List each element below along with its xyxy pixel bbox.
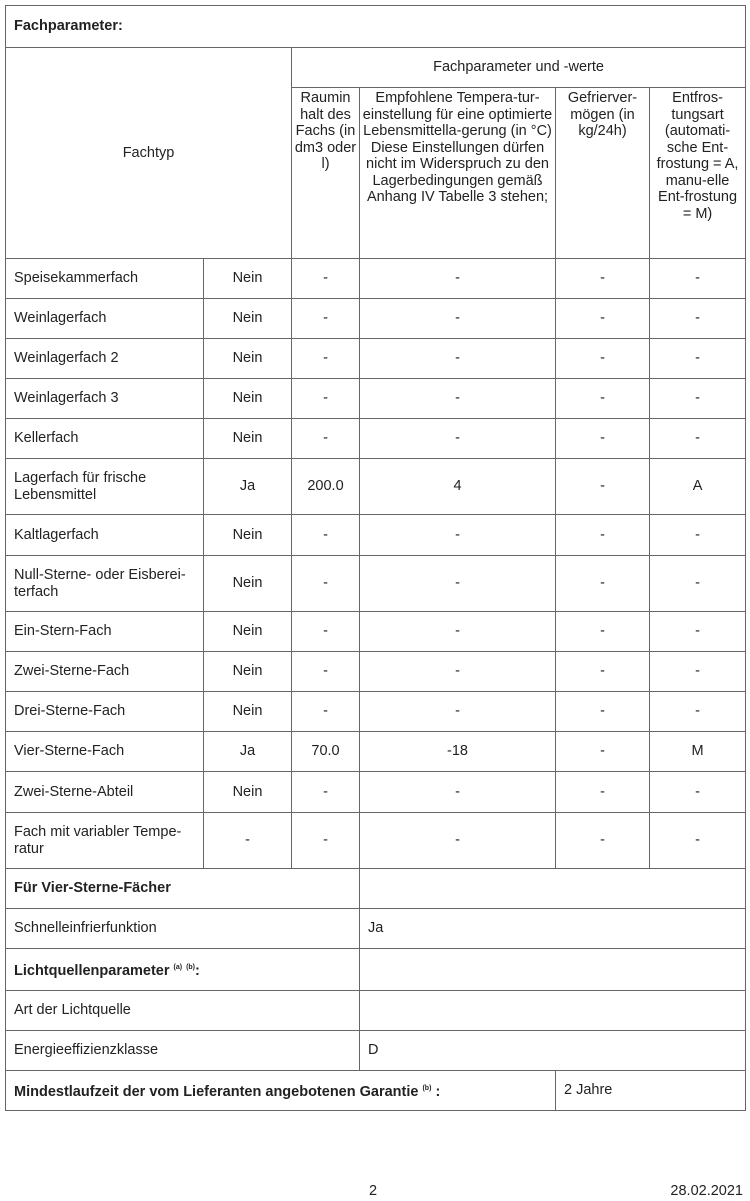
compartment-defrost-type: -	[650, 692, 746, 732]
compartment-volume: -	[292, 813, 360, 869]
compartment-volume: 200.0	[292, 459, 360, 515]
compartment-freezing-capacity: -	[556, 772, 650, 813]
warranty-footnote: (b)	[422, 1084, 432, 1092]
table-row	[6, 379, 746, 419]
compartment-present: Ja	[204, 732, 292, 772]
compartment-temperature: -	[360, 813, 556, 869]
compartment-temperature: -	[360, 652, 556, 692]
compartment-volume: -	[292, 556, 360, 612]
compartment-volume: -	[292, 299, 360, 339]
compartment-present: -	[204, 813, 292, 869]
header-freezing-capacity: Gefrierver-mögen (in kg/24h)	[556, 88, 650, 259]
compartment-defrost-type: -	[650, 612, 746, 652]
compartment-present: Nein	[204, 556, 292, 612]
table-row	[6, 556, 746, 612]
table-row	[6, 652, 746, 692]
table-row	[6, 419, 746, 459]
compartment-defrost-type: -	[650, 556, 746, 612]
compartment-defrost-type: A	[650, 459, 746, 515]
compartment-defrost-type: -	[650, 652, 746, 692]
compartment-volume: -	[292, 692, 360, 732]
compartment-name: Fach mit variabler Tempe-ratur	[6, 813, 204, 869]
compartment-freezing-capacity: -	[556, 259, 650, 299]
compartment-name: Kellerfach	[6, 419, 204, 459]
compartment-temperature: -	[360, 299, 556, 339]
table-row	[6, 259, 746, 299]
compartment-temperature: -	[360, 692, 556, 732]
compartment-freezing-capacity: -	[556, 459, 650, 515]
compartment-freezing-capacity: -	[556, 652, 650, 692]
compartment-defrost-type: -	[650, 419, 746, 459]
compartment-temperature: -	[360, 772, 556, 813]
compartment-defrost-type: -	[650, 339, 746, 379]
compartment-volume: -	[292, 419, 360, 459]
four-star-heading: Für Vier-Sterne-Fächer	[6, 869, 360, 909]
compartment-volume: -	[292, 259, 360, 299]
compartment-present: Nein	[204, 652, 292, 692]
four-star-empty	[360, 869, 746, 909]
light-heading-colon: :	[195, 962, 200, 979]
compartment-freezing-capacity: -	[556, 299, 650, 339]
compartment-name: Kaltlagerfach	[6, 515, 204, 556]
compartment-freezing-capacity: -	[556, 515, 650, 556]
compartment-volume: -	[292, 339, 360, 379]
quick-freeze-label: Schnelleinfrierfunktion	[6, 909, 360, 949]
compartment-defrost-type: -	[650, 772, 746, 813]
compartment-name: Zwei-Sterne-Abteil	[6, 772, 204, 813]
compartment-present: Nein	[204, 419, 292, 459]
header-volume: Raumin halt des Fachs (in dm3 oder l)	[292, 88, 360, 259]
compartment-temperature: -	[360, 612, 556, 652]
warranty-value: 2 Jahre	[556, 1071, 746, 1111]
compartment-defrost-type: -	[650, 299, 746, 339]
compartment-present: Nein	[204, 339, 292, 379]
compartment-temperature: -	[360, 379, 556, 419]
compartment-name: Drei-Sterne-Fach	[6, 692, 204, 732]
compartment-temperature: -	[360, 259, 556, 299]
footer-date: 28.02.2021	[670, 1183, 743, 1199]
compartment-freezing-capacity: -	[556, 612, 650, 652]
compartment-name: Lagerfach für frische Lebensmittel	[6, 459, 204, 515]
compartment-defrost-type: -	[650, 379, 746, 419]
compartment-defrost-type: -	[650, 259, 746, 299]
compartment-name: Weinlagerfach	[6, 299, 204, 339]
compartment-present: Nein	[204, 299, 292, 339]
compartment-present: Nein	[204, 692, 292, 732]
compartment-name: Weinlagerfach 2	[6, 339, 204, 379]
compartment-present: Nein	[204, 772, 292, 813]
compartment-freezing-capacity: -	[556, 732, 650, 772]
warranty-label	[6, 1071, 556, 1111]
table-row	[6, 692, 746, 732]
compartment-temperature: 4	[360, 459, 556, 515]
table-row	[6, 515, 746, 556]
energy-class-label: Energieeffizienzklasse	[6, 1031, 360, 1071]
compartment-defrost-type: -	[650, 813, 746, 869]
compartment-volume: -	[292, 379, 360, 419]
compartment-volume: -	[292, 612, 360, 652]
warranty-label-text: Mindestlaufzeit der vom Lieferanten angebotenen Garantie	[14, 1083, 419, 1100]
compartment-freezing-capacity: -	[556, 556, 650, 612]
table-row	[6, 459, 746, 515]
footnote-b: (b)	[186, 963, 196, 971]
header-defrost-type: Entfros-tungsart (automati-sche Ent-frostung = A, manu-elle Ent-frostung = M)	[650, 88, 746, 259]
compartment-volume: -	[292, 515, 360, 556]
warranty-colon: :	[431, 1083, 441, 1100]
light-type-label: Art der Lichtquelle	[6, 991, 360, 1031]
table-row	[6, 299, 746, 339]
compartment-volume: 70.0	[292, 732, 360, 772]
compartment-parameters-table	[5, 5, 746, 1111]
compartment-temperature: -	[360, 339, 556, 379]
header-temperature: Empfohlene Tempera-tur-einstellung für eine optimierte Lebensmittella-gerung (in °C) Diese Einstellungen dürfen nicht im Widerspruch zu den Lagerbedingungen gemäß Anhang IV Tabelle 3 stehen;	[360, 88, 556, 259]
compartment-present: Ja	[204, 459, 292, 515]
compartment-name: Weinlagerfach 3	[6, 379, 204, 419]
compartment-present: Nein	[204, 515, 292, 556]
compartment-freezing-capacity: -	[556, 692, 650, 732]
compartment-temperature: -18	[360, 732, 556, 772]
header-fachtyp: Fachtyp	[6, 48, 292, 259]
compartment-name: Ein-Stern-Fach	[6, 612, 204, 652]
compartment-temperature: -	[360, 419, 556, 459]
quick-freeze-value: Ja	[360, 909, 746, 949]
header-group: Fachparameter und -werte	[292, 48, 746, 88]
page-number: 2	[369, 1183, 378, 1199]
table-title: Fachparameter:	[6, 6, 746, 48]
compartment-name: Zwei-Sterne-Fach	[6, 652, 204, 692]
compartment-freezing-capacity: -	[556, 419, 650, 459]
table-row	[6, 772, 746, 813]
compartment-name: Null-Sterne- oder Eisberei-terfach	[6, 556, 204, 612]
light-source-heading	[6, 949, 360, 991]
compartment-present: Nein	[204, 612, 292, 652]
table-row	[6, 813, 746, 869]
compartment-volume: -	[292, 652, 360, 692]
light-heading-text: Lichtquellenparameter	[14, 962, 170, 979]
compartment-freezing-capacity: -	[556, 339, 650, 379]
compartment-freezing-capacity: -	[556, 379, 650, 419]
light-heading-empty	[360, 949, 746, 991]
compartment-present: Nein	[204, 259, 292, 299]
compartment-volume: -	[292, 772, 360, 813]
footnote-a: (a)	[173, 963, 183, 971]
compartment-defrost-type: -	[650, 515, 746, 556]
table-row	[6, 732, 746, 772]
table-row	[6, 612, 746, 652]
compartment-name: Vier-Sterne-Fach	[6, 732, 204, 772]
compartment-present: Nein	[204, 379, 292, 419]
compartment-defrost-type: M	[650, 732, 746, 772]
energy-class-value: D	[360, 1031, 746, 1071]
compartment-freezing-capacity: -	[556, 813, 650, 869]
light-type-value	[360, 991, 746, 1031]
compartment-temperature: -	[360, 556, 556, 612]
table-row	[6, 339, 746, 379]
compartment-name: Speisekammerfach	[6, 259, 204, 299]
compartment-temperature: -	[360, 515, 556, 556]
